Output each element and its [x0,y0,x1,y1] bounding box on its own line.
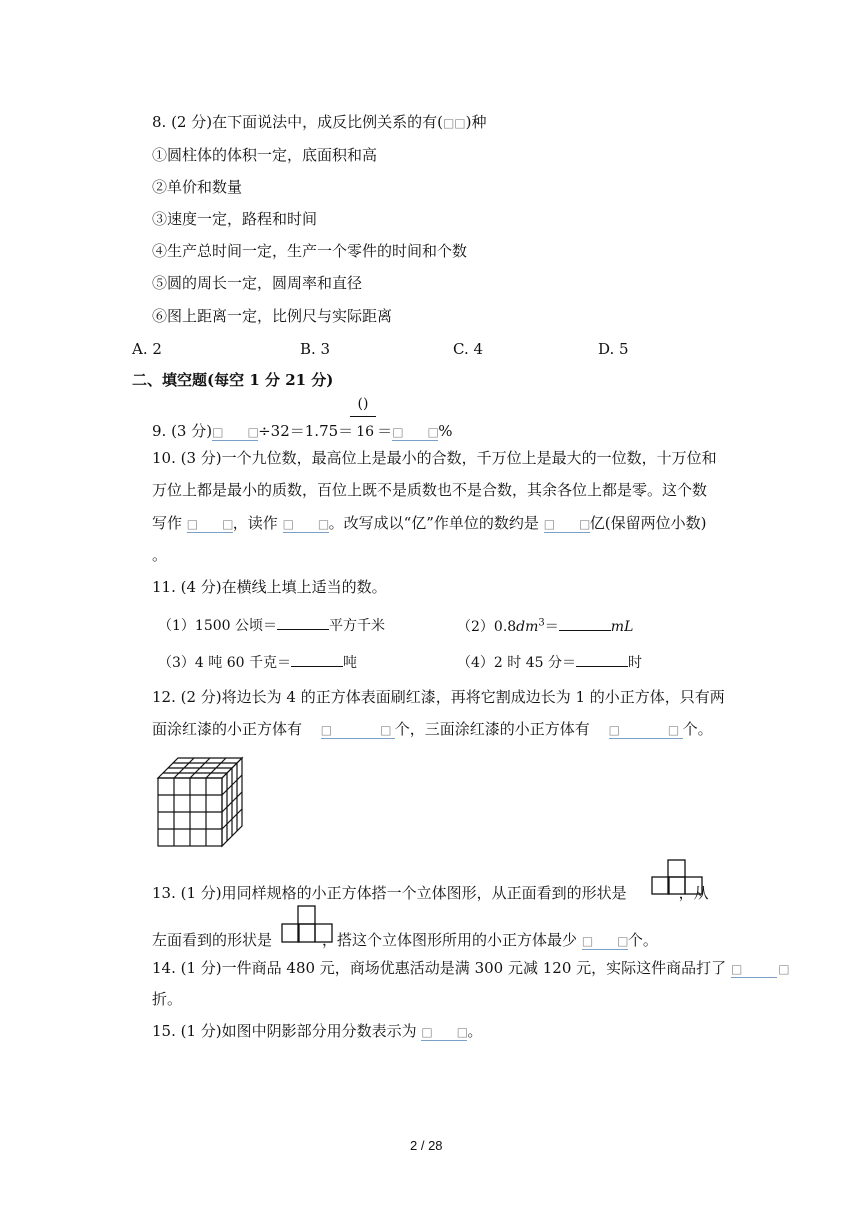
q9-frac-num: () [357,396,369,412]
q11-p3-unit: 吨 [342,655,357,671]
q11-p4-unit: 时 [627,655,642,671]
q10-blank-1[interactable]: □ □ [186,517,234,531]
q13-text-a: 13. (1 分)用同样规格的小正方体搭一个立体图形，从正面看到的形状是 [152,884,627,902]
q8-stem-text: 8. (2 分)在下面说法中，成反比例关系的有( [152,113,443,131]
q14-blank[interactable]: □ □ [730,962,790,976]
q10-line-2: 万位上都是最小的质数，百位上既不是质数也不是合数，其余各位上都是零。这个数 [152,481,708,499]
q11-p4-text: （4）2 时 45 分＝ [457,655,576,671]
q10-blank-2[interactable]: □ □ [282,517,330,531]
q13-text-b: ，从 [678,884,709,902]
q11-p1-blank[interactable] [277,613,329,630]
q8-item-6: ⑥图上距离一定，比例尺与实际距离 [152,307,393,325]
q11-part-2 [457,614,633,637]
q13-blank[interactable]: □ □ [581,934,629,948]
q9-line [152,421,452,442]
q13-text-c: 左面看到的形状是 [152,931,273,949]
q11-part-4 [457,650,642,673]
q10-line-4: 。 [152,546,168,564]
q8-option-b[interactable]: B. 3 [300,340,331,358]
q12-line-1: 12. (2 分)将边长为 4 的正方体表面刷红漆，再将它割成边长为 1 的小正方体，只有两 [152,688,725,706]
q13-line-2 [152,930,658,950]
q8-option-c[interactable]: C. 4 [453,340,484,358]
q9-suffix: % [438,422,453,440]
q11-p4-blank[interactable] [576,650,628,667]
q11-stem: 11. (4 分)在横线上填上适当的数。 [152,578,387,596]
q14-line-1 [152,958,790,978]
q8-item-4: ④生产总时间一定，生产一个零件的时间和个数 [152,242,468,260]
q9-frac-bar [350,416,376,417]
cube-figure [152,752,252,852]
q11-p1-text: （1）1500 公顷＝ [158,618,277,634]
q11-p2-text: （2）0.8 [457,619,517,635]
q15-text-a: 15. (1 分)如图中阴影部分用分数表示为 [152,1022,417,1040]
q10-text-b: ，读作 [232,514,278,532]
q11-p3-blank[interactable] [291,650,343,667]
q9-frac-den: 16 [356,424,375,440]
q13-text-d: ，搭这个立体图形所用的小正方体最少 [322,931,578,949]
left-view-figure [281,904,333,944]
q15-line [152,1021,482,1041]
q8-option-d[interactable]: D. 5 [598,340,629,358]
q9-prefix: 9. (3 分) [152,422,213,440]
q12-blank-2[interactable]: □ □ [609,722,683,739]
q11-p1-unit: 平方千米 [329,618,385,634]
q10-text-c: 。改写成以“亿”作单位的数约是 [328,514,539,532]
front-view-figure [651,858,705,896]
section-title: 二、填空题(每空 1 分 21 分) [132,371,334,389]
q11-p3-text: （3）4 吨 60 千克＝ [158,655,291,671]
q12-line-2 [152,719,713,739]
q14-text: 14. (1 分)一件商品 480 元，商场优惠活动是满 300 元减 120 元，实际这件商品打了 [152,959,727,977]
q15-text-b: 。 [467,1022,483,1040]
q12-text-a: 面涂红漆的小正方体有 [152,720,303,738]
q11-p2-eq: ＝ [544,619,559,635]
q9-mid: ÷32＝1.75＝ [258,422,354,440]
q8-item-2: ②单价和数量 [152,178,243,196]
q14-line-2: 折。 [152,990,183,1008]
q8-blank[interactable]: □□ [442,116,466,130]
q12-blank-1[interactable]: □ □ [321,722,395,739]
q12-text-c: 个。 [682,720,713,738]
q15-blank[interactable]: □ □ [421,1025,469,1039]
q8-item-5: ⑤圆的周长一定，圆周率和直径 [152,274,363,292]
q8-stem [152,112,487,133]
q10-blank-3[interactable]: □ □ [543,517,591,531]
q9-eq: ＝ [377,422,393,440]
q11-part-1 [158,613,385,636]
page-number: 2 / 28 [410,1138,443,1153]
q10-text-d: 亿(保留两位小数) [589,514,707,532]
q8-item-3: ③速度一定，路程和时间 [152,210,318,228]
q10-text-a: 写作 [152,514,183,532]
q9-blank-2[interactable]: □ □ [392,425,439,439]
q13-line-1 [152,883,709,903]
q8-option-a[interactable]: A. 2 [132,340,162,358]
q12-text-b: 个，三面涂红漆的小正方体有 [394,720,590,738]
q8-stem-end: )种 [465,113,487,131]
q11-part-3 [158,650,357,673]
q10-line-1: 10. (3 分)一个九位数，最高位上是最小的合数，千万位上是最大的一位数，十万位和 [152,449,717,467]
q13-text-e: 个。 [627,931,658,949]
q11-p2-sup: 3 [538,617,545,629]
q11-p2-unit: dm [516,619,539,635]
q11-p2-blank[interactable] [559,614,611,631]
q10-line-3 [152,513,706,533]
q11-p2-result-unit: mL [610,619,634,635]
q8-item-1: ①圆柱体的体积一定，底面积和高 [152,146,378,164]
q9-blank-1[interactable]: □ □ [212,425,259,439]
